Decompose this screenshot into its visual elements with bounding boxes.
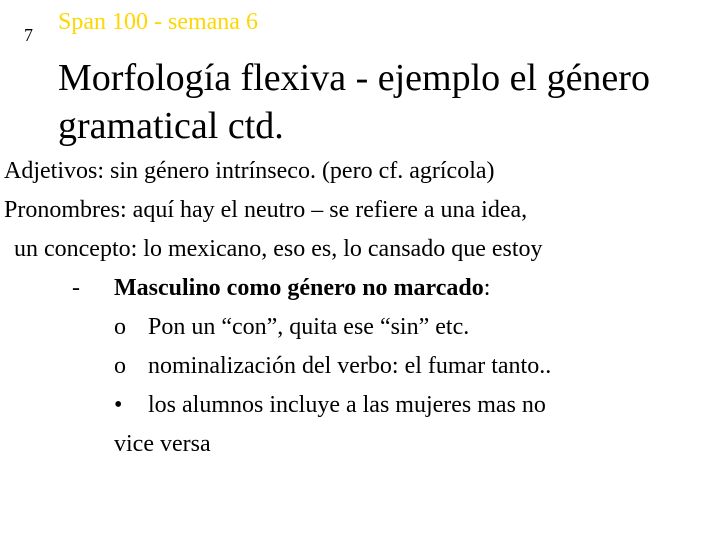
slide-number: 7 bbox=[24, 25, 33, 45]
adjetivos-line bbox=[0, 152, 720, 191]
slide-body bbox=[0, 152, 720, 464]
bullet-item-alumnos bbox=[0, 386, 720, 425]
sub-item-con-sin bbox=[0, 308, 720, 347]
sub-marker: o bbox=[114, 353, 126, 379]
masculino-colon: : bbox=[483, 275, 491, 301]
masculino-item bbox=[0, 269, 720, 308]
bullet-item-continuation: vice versa bbox=[114, 431, 211, 457]
sub-item-text: nominalización del verbo: el fumar tanto.. bbox=[148, 353, 552, 379]
bullet-item-text: los alumnos incluye a las mujeres mas no bbox=[148, 392, 546, 418]
pronombres-line-1: Pronombres: aquí hay el neutro – se refiere a una idea, bbox=[4, 197, 528, 223]
pronombres-line-2: un concepto: lo mexicano, eso es, lo cansado que estoy bbox=[14, 236, 543, 262]
adjetivos-text: : sin género intrínseco. (pero cf. agrícola) bbox=[97, 158, 495, 184]
masculino-term: Masculino como género no marcado bbox=[114, 275, 484, 301]
sub-item-text: Pon un “con”, quita ese “sin” etc. bbox=[148, 314, 470, 340]
sub-marker: o bbox=[114, 314, 126, 340]
dash-marker: - bbox=[72, 275, 80, 301]
slide-title: Morfología flexiva - ejemplo el género gramatical ctd. bbox=[58, 57, 650, 147]
bullet-marker: • bbox=[114, 392, 123, 418]
sub-item-nominalizacion bbox=[0, 347, 720, 386]
course-label: Span 100 - semana 6 bbox=[58, 9, 258, 35]
adjetivos-term: Adjetivos bbox=[4, 158, 98, 184]
